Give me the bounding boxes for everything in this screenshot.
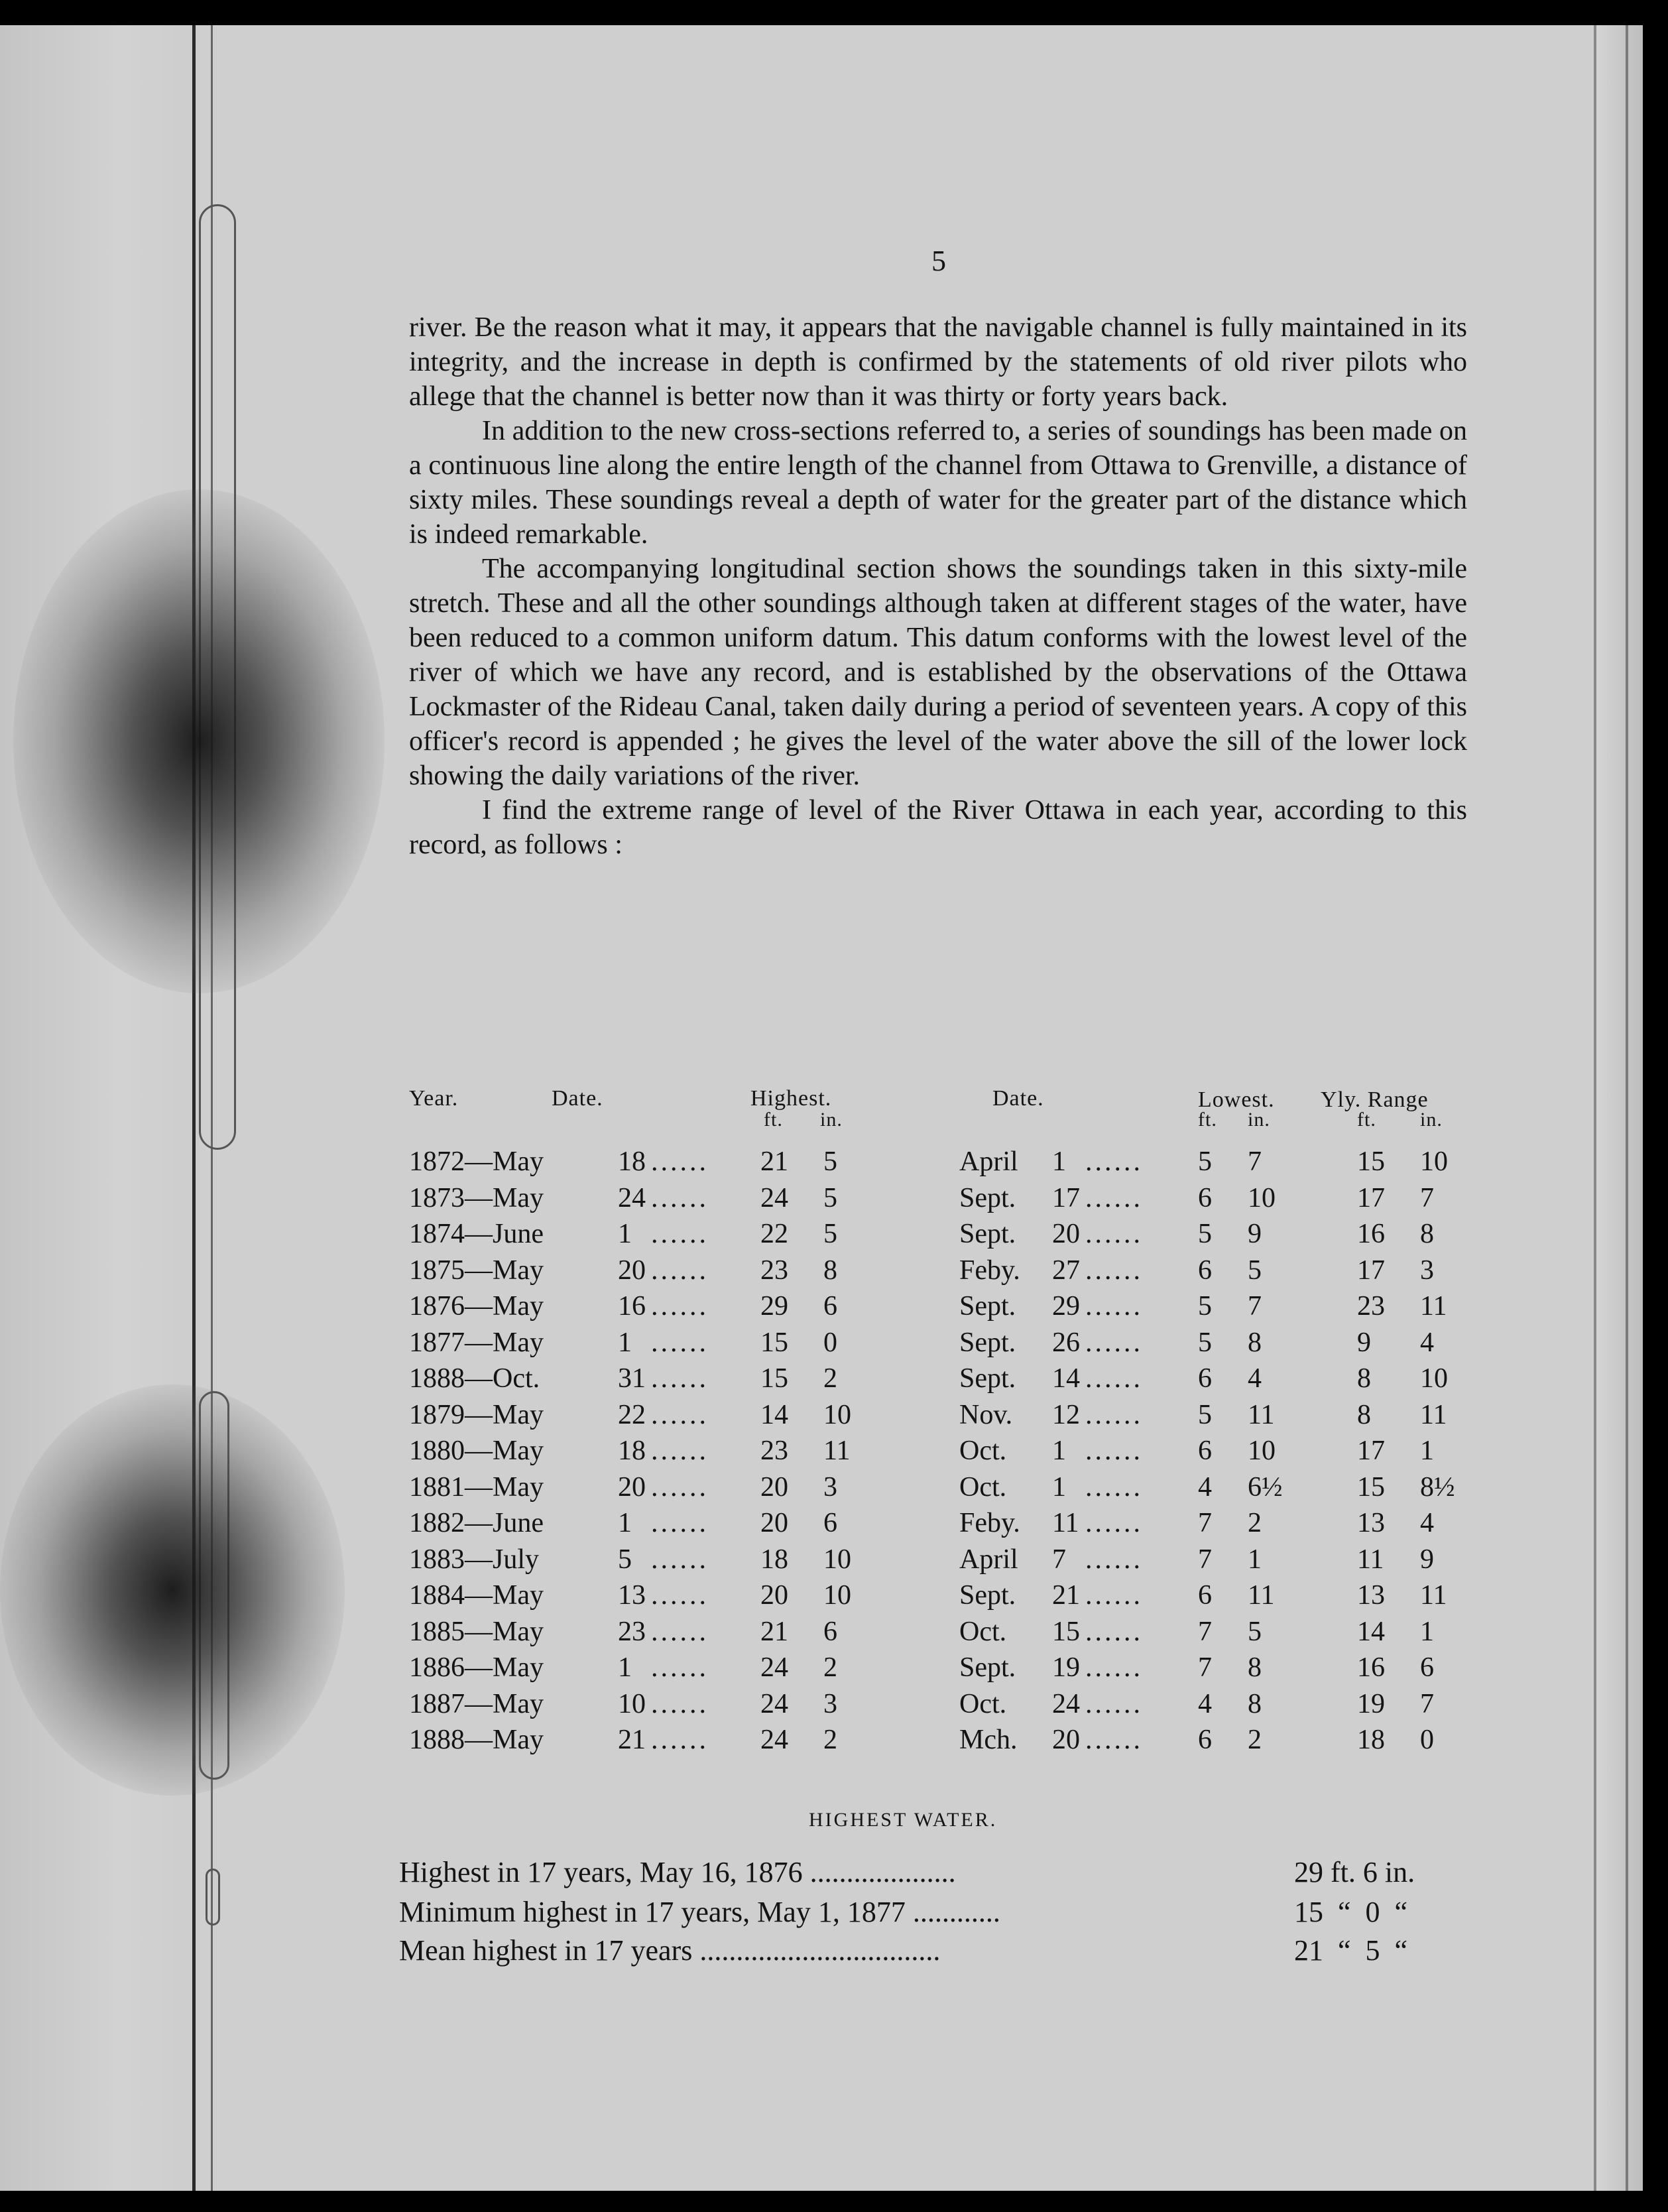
row-high-ft: 15 [760,1327,788,1358]
row-year: 1877—May [409,1327,544,1358]
paragraph: In addition to the new cross-sections referred to, a series of soundings has been made on a continuous line along the entire length of the channel from Ottawa to Grenville, a distance of sixty miles. These soundings reveal a depth of water for the greater part of the distance which is indeed remarkable. [409,416,1467,550]
row-range-ft: 23 [1357,1291,1385,1321]
ink-stain-lower [0,1384,345,1796]
row-leader: ...... [651,1544,709,1575]
row-low-month: Feby. [959,1508,1020,1538]
row-low-day: 27 [1052,1255,1080,1286]
row-leader: ...... [651,1219,709,1249]
row-high-day: 1 [618,1508,632,1538]
header-highest: Highest. [750,1086,832,1111]
row-range-in: 11 [1420,1580,1447,1611]
row-low-day: 1 [1052,1471,1066,1503]
table-row [409,1146,1470,1182]
row-high-ft: 14 [760,1399,788,1430]
table-row [409,1544,1470,1579]
row-range-in: 7 [1420,1688,1434,1719]
header-lowest: Lowest. [1198,1087,1275,1112]
row-range-in: 6 [1420,1652,1434,1683]
row-leader: ...... [1085,1182,1143,1213]
paragraph: The accompanying longitudinal section shows the soundings taken in this sixty-mile stretch. These and all the other soundings although taken at different stages of the water, have been reduced to a common uniform datum. This datum conforms with the lowest level of the river of which we have any record, and is established by the observations of the Ottawa Lockmaster of the Rideau Canal, taken daily during a period of seventeen years. A copy of this officer's record is appended ; he gives the level of the water above the sill of the lower lock showing the daily variations of the river. [409,554,1467,791]
header-in: in. [820,1109,843,1131]
row-leader: ...... [651,1616,709,1647]
header-ft: ft. [764,1109,783,1131]
row-low-ft: 7 [1198,1508,1212,1538]
row-range-ft: 13 [1357,1508,1385,1538]
table-row [409,1724,1470,1760]
row-low-month: Oct. [959,1471,1007,1503]
row-range-in: 7 [1420,1182,1434,1213]
row-high-in: 5 [823,1182,837,1213]
row-high-day: 16 [618,1291,646,1321]
row-high-day: 20 [618,1255,646,1286]
header-date-high: Date. [552,1086,603,1111]
row-range-in: 11 [1420,1291,1447,1321]
summary-label: Mean highest in 17 years ................................. [399,1934,941,1967]
row-range-in: 11 [1420,1399,1447,1430]
row-range-ft: 8 [1357,1399,1371,1430]
row-leader: ...... [1085,1436,1143,1466]
table-row [409,1182,1470,1218]
body-text [409,310,1467,862]
row-range-in: 4 [1420,1508,1434,1538]
row-leader: ...... [1085,1652,1143,1683]
row-low-ft: 4 [1198,1688,1212,1719]
ink-stain-upper [13,489,385,993]
row-low-month: April [959,1146,1018,1177]
row-low-day: 1 [1052,1436,1066,1466]
table-row [409,1327,1470,1363]
summary-label: Highest in 17 years, May 16, 1876 .................... [399,1856,956,1888]
row-high-in: 10 [823,1580,851,1611]
row-leader: ...... [651,1182,709,1213]
row-range-ft: 17 [1357,1255,1385,1286]
row-low-month: Sept. [959,1182,1016,1213]
row-high-ft: 22 [760,1219,788,1249]
row-high-day: 21 [618,1725,646,1755]
row-low-month: Oct. [959,1436,1007,1466]
row-low-ft: 6 [1198,1255,1212,1286]
row-low-ft: 4 [1198,1471,1212,1503]
row-year: 1872—May [409,1146,544,1177]
header-ft: ft. [1357,1109,1376,1131]
row-high-in: 0 [823,1327,837,1358]
row-high-ft: 23 [760,1255,788,1286]
row-high-day: 31 [618,1363,646,1394]
row-low-ft: 7 [1198,1616,1212,1647]
row-range-ft: 19 [1357,1688,1385,1719]
row-low-in: 4 [1248,1363,1262,1394]
row-range-in: 1 [1420,1616,1434,1647]
row-low-ft: 6 [1198,1580,1212,1611]
page-edge-line [1626,25,1628,2191]
table-row [409,1507,1470,1543]
row-leader: ...... [651,1508,709,1538]
row-low-month: Oct. [959,1688,1007,1719]
row-year: 1887—May [409,1688,544,1719]
row-high-day: 23 [618,1616,646,1647]
row-low-in: 5 [1248,1616,1262,1647]
row-high-day: 24 [618,1182,646,1213]
row-low-month: Sept. [959,1363,1016,1394]
header-in: in. [1248,1109,1270,1131]
row-range-ft: 17 [1357,1182,1385,1213]
table-row [409,1616,1470,1652]
row-low-month: Sept. [959,1327,1016,1358]
row-range-ft: 16 [1357,1652,1385,1683]
header-date-low: Date. [992,1086,1044,1111]
row-low-ft: 5 [1198,1399,1212,1430]
row-low-day: 15 [1052,1616,1080,1647]
row-low-in: 10 [1248,1182,1276,1213]
row-leader: ...... [651,1363,709,1394]
row-year: 1886—May [409,1652,544,1683]
row-high-day: 20 [618,1471,646,1503]
row-low-in: 8 [1248,1652,1262,1683]
row-range-in: 0 [1420,1725,1434,1755]
row-high-ft: 21 [760,1616,788,1647]
row-low-month: April [959,1544,1018,1575]
row-leader: ...... [651,1291,709,1321]
row-low-in: 11 [1248,1399,1275,1430]
row-range-in: 10 [1420,1363,1448,1394]
row-range-ft: 11 [1357,1544,1384,1575]
row-leader: ...... [651,1399,709,1430]
row-high-ft: 24 [760,1652,788,1683]
row-high-ft: 15 [760,1363,788,1394]
row-range-ft: 18 [1357,1725,1385,1755]
row-high-day: 18 [618,1146,646,1177]
row-range-in: 8½ [1420,1471,1455,1503]
highest-water-title: HIGHEST WATER. [809,1809,998,1831]
table-row [409,1688,1470,1724]
row-high-ft: 20 [760,1508,788,1538]
row-range-ft: 17 [1357,1436,1385,1466]
binding-thread-stub [206,1869,220,1926]
row-low-ft: 6 [1198,1363,1212,1394]
row-low-day: 20 [1052,1219,1080,1249]
row-leader: ...... [1085,1508,1143,1538]
row-year: 1875—May [409,1255,544,1286]
row-low-day: 20 [1052,1725,1080,1755]
row-leader: ...... [1085,1471,1143,1503]
row-low-day: 24 [1052,1688,1080,1719]
row-high-in: 2 [823,1652,837,1683]
row-low-ft: 6 [1198,1436,1212,1466]
row-year: 1883—July [409,1544,540,1575]
row-low-month: Nov. [959,1399,1013,1430]
row-high-ft: 20 [760,1580,788,1611]
summary-line [399,1895,1460,1935]
row-high-in: 6 [823,1291,837,1321]
row-high-day: 1 [618,1327,632,1358]
page-edge [1594,25,1643,2191]
row-high-ft: 23 [760,1436,788,1466]
row-high-day: 5 [618,1544,632,1575]
row-year: 1888—May [409,1725,544,1755]
row-range-in: 9 [1420,1544,1434,1575]
row-range-ft: 15 [1357,1146,1385,1177]
row-high-in: 6 [823,1508,837,1538]
row-low-in: 6½ [1248,1471,1283,1503]
row-high-ft: 24 [760,1725,788,1755]
row-low-in: 11 [1248,1580,1275,1611]
row-year: 1884—May [409,1580,544,1611]
row-range-ft: 13 [1357,1580,1385,1611]
row-high-day: 13 [618,1580,646,1611]
binding-gutter [0,25,199,2191]
row-leader: ...... [1085,1688,1143,1719]
row-leader: ...... [651,1436,709,1466]
row-low-day: 21 [1052,1580,1080,1611]
row-leader: ...... [1085,1291,1143,1321]
table-row [409,1579,1470,1615]
table-row [409,1363,1470,1398]
row-leader: ...... [651,1725,709,1755]
row-low-month: Mch. [959,1725,1018,1755]
row-low-day: 12 [1052,1399,1080,1430]
row-low-ft: 5 [1198,1327,1212,1358]
row-year: 1880—May [409,1436,544,1466]
row-high-day: 1 [618,1219,632,1249]
row-range-in: 10 [1420,1146,1448,1177]
row-low-ft: 7 [1198,1652,1212,1683]
row-low-ft: 5 [1198,1291,1212,1321]
row-high-in: 10 [823,1399,851,1430]
table-row [409,1399,1470,1435]
row-year: 1879—May [409,1399,544,1430]
row-low-in: 2 [1248,1508,1262,1538]
row-year: 1888—Oct. [409,1363,540,1394]
header-range: Yly. Range [1321,1087,1429,1112]
row-leader: ...... [651,1688,709,1719]
row-low-ft: 5 [1198,1146,1212,1177]
row-high-day: 22 [618,1399,646,1430]
row-low-month: Oct. [959,1616,1007,1647]
row-range-ft: 9 [1357,1327,1371,1358]
row-high-in: 3 [823,1688,837,1719]
row-high-ft: 24 [760,1182,788,1213]
row-high-in: 6 [823,1616,837,1647]
row-leader: ...... [1085,1255,1143,1286]
header-year: Year. [409,1086,459,1111]
row-low-in: 5 [1248,1255,1262,1286]
row-low-day: 14 [1052,1363,1080,1394]
row-leader: ...... [651,1146,709,1177]
row-leader: ...... [651,1652,709,1683]
row-high-in: 2 [823,1363,837,1394]
row-low-day: 11 [1052,1508,1079,1538]
row-range-in: 8 [1420,1219,1434,1249]
table-row [409,1255,1470,1290]
row-high-in: 2 [823,1725,837,1755]
summary-value: 21 “ 5 “ [1294,1934,1408,1967]
row-low-in: 8 [1248,1688,1262,1719]
row-year: 1873—May [409,1182,544,1213]
row-leader: ...... [1085,1580,1143,1611]
row-high-in: 3 [823,1471,837,1503]
row-year: 1881—May [409,1471,544,1503]
row-high-ft: 18 [760,1544,788,1575]
row-range-ft: 14 [1357,1616,1385,1647]
row-range-ft: 16 [1357,1219,1385,1249]
row-low-month: Sept. [959,1652,1016,1683]
row-leader: ...... [651,1255,709,1286]
row-year: 1885—May [409,1616,544,1647]
row-leader: ...... [1085,1544,1143,1575]
row-year: 1876—May [409,1291,544,1321]
row-high-day: 1 [618,1652,632,1683]
header-ft: ft. [1198,1109,1217,1131]
row-leader: ...... [1085,1725,1143,1755]
page-number: 5 [931,245,946,277]
row-low-in: 1 [1248,1544,1262,1575]
row-high-in: 5 [823,1219,837,1249]
row-low-ft: 6 [1198,1725,1212,1755]
row-low-in: 7 [1248,1291,1262,1321]
row-low-day: 7 [1052,1544,1066,1575]
row-leader: ...... [1085,1219,1143,1249]
row-low-in: 2 [1248,1725,1262,1755]
row-low-day: 19 [1052,1652,1080,1683]
row-high-day: 18 [618,1436,646,1466]
paragraph: I find the extreme range of level of the River Ottawa in each year, according to this record, as follows : [409,795,1467,860]
binding-fold-line [192,25,196,2191]
row-leader: ...... [651,1327,709,1358]
row-high-ft: 24 [760,1688,788,1719]
summary-line [399,1934,1460,1973]
summary-value: 15 “ 0 “ [1294,1896,1408,1928]
row-low-ft: 6 [1198,1182,1212,1213]
row-leader: ...... [1085,1363,1143,1394]
header-in: in. [1420,1109,1443,1131]
summary-value: 29 ft. 6 in. [1294,1856,1415,1888]
row-leader: ...... [1085,1146,1143,1177]
summary-label: Minimum highest in 17 years, May 1, 1877 ............ [399,1896,1000,1928]
paragraph: river. Be the reason what it may, it appears that the navigable channel is fully maintained in its integrity, and the increase in depth is confirmed by the statements of old river pilots who allege that the channel is better now than it was thirty or forty years back. [409,312,1467,412]
row-low-in: 8 [1248,1327,1262,1358]
row-low-month: Sept. [959,1291,1016,1321]
row-low-in: 10 [1248,1436,1276,1466]
summary-line [399,1855,1460,1895]
row-low-day: 17 [1052,1182,1080,1213]
row-low-month: Feby. [959,1255,1020,1286]
row-range-ft: 8 [1357,1363,1371,1394]
row-high-day: 10 [618,1688,646,1719]
row-low-ft: 7 [1198,1544,1212,1575]
row-leader: ...... [1085,1616,1143,1647]
row-leader: ...... [1085,1399,1143,1430]
scanned-page [0,25,1643,2191]
row-low-ft: 5 [1198,1219,1212,1249]
row-high-in: 8 [823,1255,837,1286]
table-row [409,1471,1470,1507]
row-low-in: 9 [1248,1219,1262,1249]
table-row [409,1290,1470,1326]
table-row [409,1652,1470,1688]
table-row [409,1218,1470,1254]
row-range-in: 3 [1420,1255,1434,1286]
row-low-day: 26 [1052,1327,1080,1358]
row-leader: ...... [1085,1327,1143,1358]
row-range-in: 4 [1420,1327,1434,1358]
row-high-in: 10 [823,1544,851,1575]
row-range-ft: 15 [1357,1471,1385,1503]
row-high-ft: 29 [760,1291,788,1321]
row-high-ft: 21 [760,1146,788,1177]
row-range-in: 1 [1420,1436,1434,1466]
row-year: 1882—June [409,1508,544,1538]
row-leader: ...... [651,1580,709,1611]
row-low-day: 1 [1052,1146,1066,1177]
row-leader: ...... [651,1471,709,1503]
row-low-month: Sept. [959,1580,1016,1611]
row-high-ft: 20 [760,1471,788,1503]
table-row [409,1435,1470,1471]
row-low-in: 7 [1248,1146,1262,1177]
row-low-day: 29 [1052,1291,1080,1321]
row-low-month: Sept. [959,1219,1016,1249]
row-high-in: 11 [823,1436,851,1466]
row-high-in: 5 [823,1146,837,1177]
row-year: 1874—June [409,1219,544,1249]
